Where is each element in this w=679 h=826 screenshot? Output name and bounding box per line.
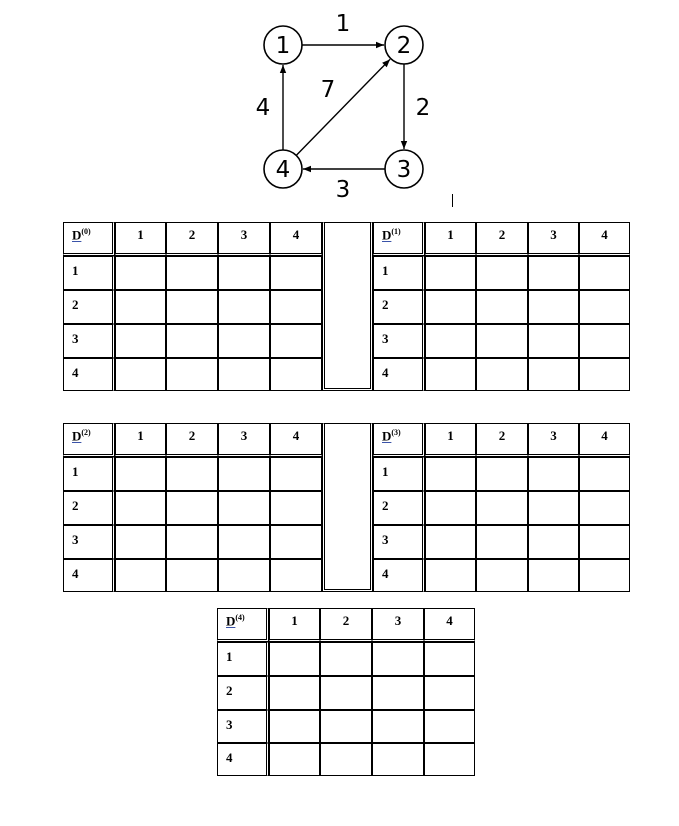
graph-edge-4-2 — [296, 59, 390, 155]
matrix-d4-cell[interactable] — [372, 710, 424, 743]
matrix-d0-cell[interactable] — [270, 290, 322, 324]
matrix-d0-cell[interactable] — [115, 358, 166, 391]
matrix-d0-cell[interactable] — [270, 324, 322, 358]
matrix-d0-superscript: (0) — [81, 227, 91, 236]
matrix-d3-cell[interactable] — [579, 457, 630, 491]
matrix-d3-row-label: 1 — [373, 457, 425, 491]
matrix-d3-cell[interactable] — [425, 559, 476, 592]
matrix-d0-cell[interactable] — [115, 290, 166, 324]
graph-edge-weight: 3 — [335, 177, 351, 203]
matrix-d2-cell[interactable] — [115, 457, 166, 491]
matrix-d4-cell[interactable] — [320, 642, 372, 676]
matrix-d2-superscript: (2) — [81, 428, 91, 437]
matrix-d0-col-header: 2 — [166, 222, 218, 256]
matrix-d3-cell[interactable] — [476, 525, 528, 559]
matrix-d4-row-label: 1 — [217, 642, 269, 676]
matrix-d4-cell[interactable] — [320, 676, 372, 710]
matrix-d0-col-header: 1 — [115, 222, 166, 256]
matrix-d2-row-label: 1 — [63, 457, 115, 491]
matrix-d1-cell[interactable] — [579, 358, 630, 391]
matrix-d0-row-label: 2 — [63, 290, 115, 324]
matrix-d1-col-header: 3 — [528, 222, 579, 256]
matrix-d3-cell[interactable] — [476, 457, 528, 491]
matrix-d2-cell[interactable] — [115, 491, 166, 525]
matrix-d4-cell[interactable] — [424, 743, 475, 776]
graph-edge-weight: 4 — [255, 95, 271, 121]
matrix-d3-col-header: 4 — [579, 423, 630, 457]
matrix-d2-row-label: 3 — [63, 525, 115, 559]
matrix-d4-cell[interactable] — [372, 743, 424, 776]
matrix-d2-cell[interactable] — [166, 525, 218, 559]
matrix-d4-col-header: 4 — [424, 608, 475, 642]
graph-node-label: 3 — [396, 157, 412, 183]
matrix-d2-cell[interactable] — [270, 559, 322, 592]
matrix-d3-cell[interactable] — [579, 559, 630, 592]
matrix-d1-row-label: 1 — [373, 256, 425, 290]
matrix-d3-cell[interactable] — [425, 457, 476, 491]
matrix-d1-col-header: 1 — [425, 222, 476, 256]
graph-node-label: 1 — [275, 33, 291, 59]
matrix-d0-cell[interactable] — [166, 256, 218, 290]
matrix-d2-cell[interactable] — [166, 457, 218, 491]
matrix-d4-row-label: 3 — [217, 710, 269, 743]
matrix-d3-superscript: (3) — [391, 428, 401, 437]
matrix-d0-cell[interactable] — [218, 290, 270, 324]
matrix-d4-cell[interactable] — [424, 642, 475, 676]
graph-edge-weight: 1 — [335, 11, 351, 37]
matrix-d2-cell[interactable] — [166, 559, 218, 592]
matrix-d1-cell[interactable] — [579, 290, 630, 324]
matrix-d2-cell[interactable] — [218, 457, 270, 491]
matrix-d3-letter: D — [382, 428, 392, 444]
matrix-d2-cell[interactable] — [115, 559, 166, 592]
matrix-d3-row-label: 3 — [373, 525, 425, 559]
matrix-d0-cell[interactable] — [166, 290, 218, 324]
matrix-pair-separator — [322, 423, 373, 592]
matrix-d3-cell[interactable] — [476, 491, 528, 525]
matrix-d0-row-label: 1 — [63, 256, 115, 290]
matrix-d1-cell[interactable] — [476, 256, 528, 290]
text-cursor-mark — [452, 194, 453, 207]
matrix-d1-cell[interactable] — [425, 324, 476, 358]
matrix-d2-col-header: 4 — [270, 423, 322, 457]
matrix-d1-cell[interactable] — [476, 324, 528, 358]
matrix-d4-superscript: (4) — [235, 613, 245, 622]
matrix-d2-cell[interactable] — [218, 559, 270, 592]
matrix-d4-col-header: 1 — [269, 608, 320, 642]
matrix-d2-row-label: 2 — [63, 491, 115, 525]
matrix-d0-cell[interactable] — [218, 256, 270, 290]
matrix-d4-col-header: 2 — [320, 608, 372, 642]
matrix-d1-cell[interactable] — [528, 358, 579, 391]
matrix-d3-cell[interactable] — [425, 525, 476, 559]
matrix-d0-cell[interactable] — [270, 256, 322, 290]
matrix-d3-cell[interactable] — [476, 559, 528, 592]
matrix-d2-cell[interactable] — [270, 457, 322, 491]
matrix-d2-col-header: 3 — [218, 423, 270, 457]
matrix-pair-d2-d3 — [63, 423, 630, 592]
matrix-d3-cell[interactable] — [528, 559, 579, 592]
matrix-d2-col-header: 1 — [115, 423, 166, 457]
matrix-d2-cell[interactable] — [270, 491, 322, 525]
matrix-d3-col-header: 3 — [528, 423, 579, 457]
graph-edges — [283, 45, 404, 169]
matrix-pair-d0-d1 — [63, 222, 630, 391]
matrix-d3-col-header: 1 — [425, 423, 476, 457]
matrix-d3-row-label: 2 — [373, 491, 425, 525]
matrix-d2-cell[interactable] — [218, 491, 270, 525]
matrix-d4-row-label: 4 — [217, 743, 269, 776]
matrix-d4-cell[interactable] — [320, 710, 372, 743]
graph-node-label: 4 — [275, 157, 291, 183]
matrix-d4-cell[interactable] — [320, 743, 372, 776]
matrix-d4-cell[interactable] — [269, 676, 320, 710]
matrix-d2-cell[interactable] — [166, 491, 218, 525]
matrix-d1-row-label: 3 — [373, 324, 425, 358]
matrix-d1-row-label: 4 — [373, 358, 425, 391]
matrix-d2-title — [63, 423, 115, 457]
matrix-d2-cell[interactable] — [218, 525, 270, 559]
matrix-d4-cell[interactable] — [372, 642, 424, 676]
matrix-d0-row-label: 3 — [63, 324, 115, 358]
matrix-d3-cell[interactable] — [579, 491, 630, 525]
matrix-d1-superscript: (1) — [391, 227, 401, 236]
matrix-d1-letter: D — [382, 227, 392, 243]
matrix-d3-title — [373, 423, 425, 457]
matrix-d1-cell[interactable] — [579, 256, 630, 290]
matrix-d1-cell[interactable] — [425, 256, 476, 290]
matrix-d4-cell[interactable] — [269, 710, 320, 743]
matrix-d1-cell[interactable] — [528, 290, 579, 324]
matrix-d0-cell[interactable] — [166, 358, 218, 391]
matrix-d2-col-header: 2 — [166, 423, 218, 457]
matrix-d1-cell[interactable] — [476, 358, 528, 391]
matrix-d2-cell[interactable] — [115, 525, 166, 559]
matrix-d1-cell[interactable] — [425, 358, 476, 391]
graph-edge-weight: 7 — [320, 77, 336, 103]
matrix-d4-col-header: 3 — [372, 608, 424, 642]
graph-edge-weight: 2 — [415, 95, 431, 121]
matrix-d0-cell[interactable] — [115, 256, 166, 290]
matrix-d1-title — [373, 222, 425, 256]
matrix-d2-row-label: 4 — [63, 559, 115, 592]
matrix-d3-cell[interactable] — [579, 525, 630, 559]
matrix-d0-cell[interactable] — [218, 324, 270, 358]
matrix-d0-cell[interactable] — [270, 358, 322, 391]
matrix-d2-letter: D — [72, 428, 82, 444]
matrix-d0-col-header: 4 — [270, 222, 322, 256]
graph-node-label: 2 — [396, 33, 412, 59]
matrix-d4-row-label: 2 — [217, 676, 269, 710]
matrix-d1-row-label: 2 — [373, 290, 425, 324]
graph-diagram — [0, 0, 679, 215]
matrix-d4-cell[interactable] — [372, 676, 424, 710]
matrix-d3-row-label: 4 — [373, 559, 425, 592]
matrix-pair-separator — [322, 222, 373, 391]
matrix-d4-cell[interactable] — [269, 642, 320, 676]
matrix-d0-letter: D — [72, 227, 82, 243]
matrix-d1-cell[interactable] — [579, 324, 630, 358]
matrix-d1-cell[interactable] — [476, 290, 528, 324]
matrix-d1-cell[interactable] — [528, 256, 579, 290]
matrix-d3-cell[interactable] — [528, 525, 579, 559]
matrix-d4-letter: D — [226, 613, 236, 629]
matrix-d1-cell[interactable] — [425, 290, 476, 324]
matrix-d4 — [217, 608, 475, 776]
matrix-d1-col-header: 4 — [579, 222, 630, 256]
matrix-d0-cell[interactable] — [166, 324, 218, 358]
matrix-d1-cell[interactable] — [528, 324, 579, 358]
matrix-d0-col-header: 3 — [218, 222, 270, 256]
matrix-d4-cell[interactable] — [424, 710, 475, 743]
matrix-d0-row-label: 4 — [63, 358, 115, 391]
matrix-d4-cell[interactable] — [269, 743, 320, 776]
matrix-d3-col-header: 2 — [476, 423, 528, 457]
matrix-d3-cell[interactable] — [528, 491, 579, 525]
matrix-d3-cell[interactable] — [425, 491, 476, 525]
matrix-d0-title — [63, 222, 115, 256]
matrix-d4-cell[interactable] — [424, 676, 475, 710]
matrix-d1-col-header: 2 — [476, 222, 528, 256]
matrix-d3-cell[interactable] — [528, 457, 579, 491]
matrix-d0-cell[interactable] — [218, 358, 270, 391]
matrix-d2-cell[interactable] — [270, 525, 322, 559]
matrix-d4-title — [217, 608, 269, 642]
matrix-d0-cell[interactable] — [115, 324, 166, 358]
